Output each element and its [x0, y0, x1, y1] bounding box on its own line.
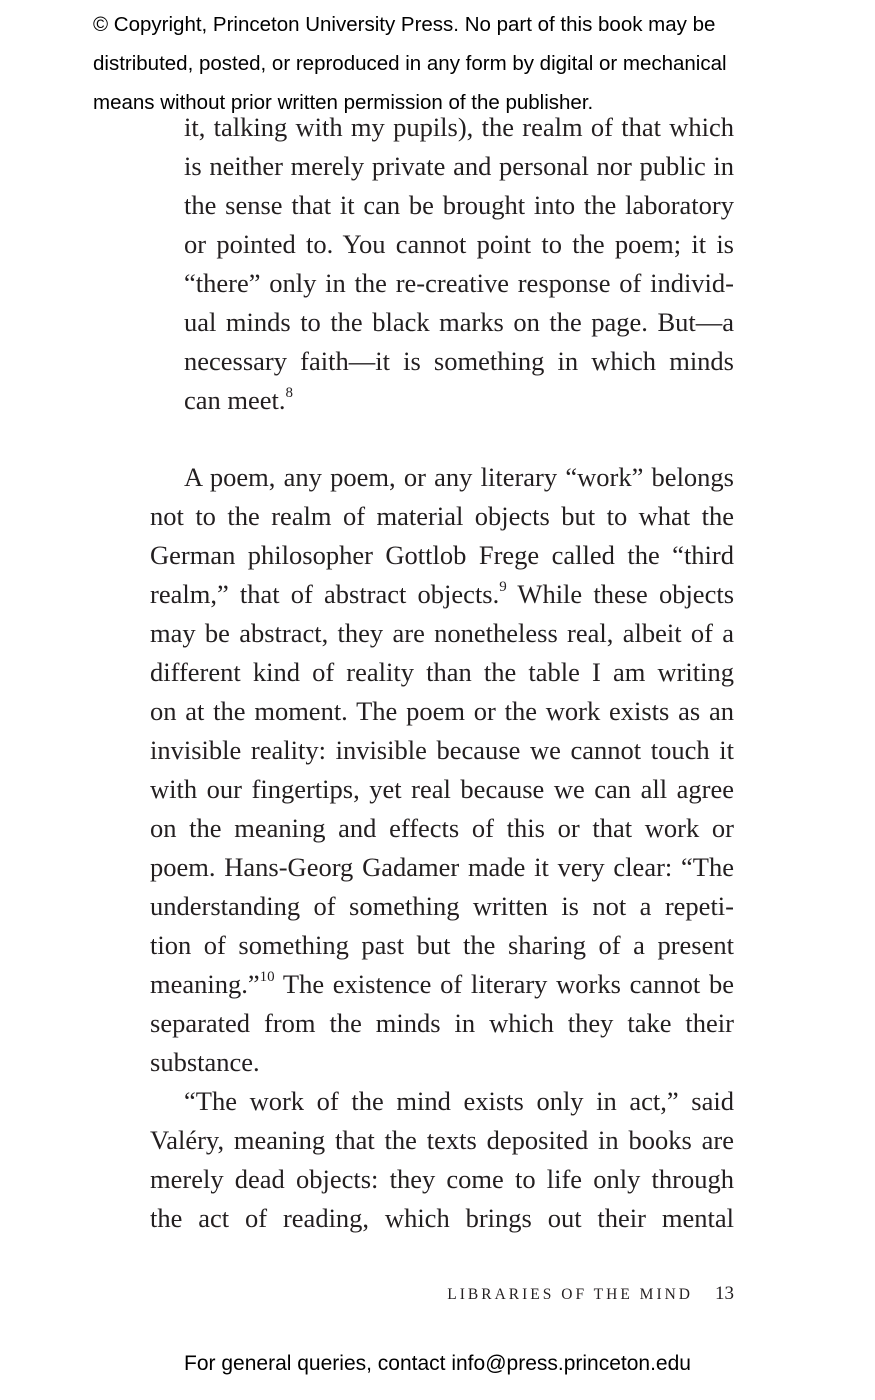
quote-line: the sense that it can be brought into the laboratory	[184, 190, 734, 220]
paragraph-line: invisible reality: invisible because we cannot touch it	[150, 735, 734, 765]
paragraph-line: Valéry, meaning that the texts deposited in books are	[150, 1125, 734, 1155]
quote-line: it, talking with my pupils), the realm of that which	[184, 112, 734, 142]
paragraph-line: on at the moment. The poem or the work exists as an	[150, 696, 734, 726]
footnote-ref: 10	[259, 969, 275, 985]
paragraph-line: poem. Hans-Georg Gadamer made it very clear: “The	[150, 852, 734, 882]
paragraph-line: tion of something past but the sharing of a present	[150, 930, 734, 960]
footer-contact: For general queries, contact info@press.princeton.edu	[184, 1352, 691, 1375]
copyright-line: © Copyright, Princeton University Press. No part of this book may be	[93, 13, 716, 36]
paragraph-text: While these objects	[506, 579, 735, 609]
paragraph-line: separated from the minds in which they take their	[150, 1008, 734, 1038]
quote-line: ual minds to the black marks on the page. But—a	[184, 307, 734, 337]
paragraph-text: meaning.”	[150, 969, 260, 999]
body-text	[150, 458, 734, 1238]
quote-line	[184, 381, 734, 420]
paragraph-line: on the meaning and effects of this or that work or	[150, 813, 734, 843]
paragraph-line: German philosopher Gottlob Frege called the “third	[150, 540, 734, 570]
paragraph-line: merely dead objects: they come to life only through	[150, 1164, 734, 1194]
paragraph-line: the act of reading, which brings out their mental	[150, 1203, 734, 1233]
quote-line-text: can meet.	[184, 385, 286, 415]
paragraph-line	[150, 965, 734, 1004]
paragraph-line: A poem, any poem, or any literary “work” belongs	[184, 462, 734, 492]
footnote-ref: 8	[285, 385, 294, 401]
running-head	[360, 1283, 734, 1305]
paragraph-text: The existence of literary works cannot be	[274, 969, 734, 999]
paragraph-text: realm,” that of abstract objects.	[150, 579, 500, 609]
quote-line: “there” only in the re-creative response of individ-	[184, 268, 734, 298]
paragraph-line: with our fingertips, yet real because we can all agree	[150, 774, 734, 804]
block-quote	[184, 108, 734, 420]
paragraph-line: may be abstract, they are nonetheless real, albeit of a	[150, 618, 734, 648]
quote-line: or pointed to. You cannot point to the poem; it is	[184, 229, 734, 259]
page-number: 13	[715, 1283, 734, 1304]
copyright-line: means without prior written permission of the publisher.	[93, 91, 594, 114]
quote-line: is neither merely private and personal nor public in	[184, 151, 734, 181]
paragraph-line	[150, 575, 734, 614]
paragraph-line: understanding of something written is not a repeti-	[150, 891, 734, 921]
paragraph-line: “The work of the mind exists only in act,” said	[184, 1086, 734, 1116]
footnote-ref: 9	[499, 579, 507, 595]
paragraph-line: not to the realm of material objects but to what the	[150, 501, 734, 531]
paragraph-line: substance.	[150, 1047, 260, 1077]
running-head-title: LIBRARIES OF THE MIND	[447, 1286, 693, 1303]
paragraph-line: different kind of reality than the table I am writing	[150, 657, 734, 687]
quote-line: necessary faith—it is something in which minds	[184, 346, 734, 376]
copyright-line: distributed, posted, or reproduced in any form by digital or mechanical	[93, 52, 727, 75]
